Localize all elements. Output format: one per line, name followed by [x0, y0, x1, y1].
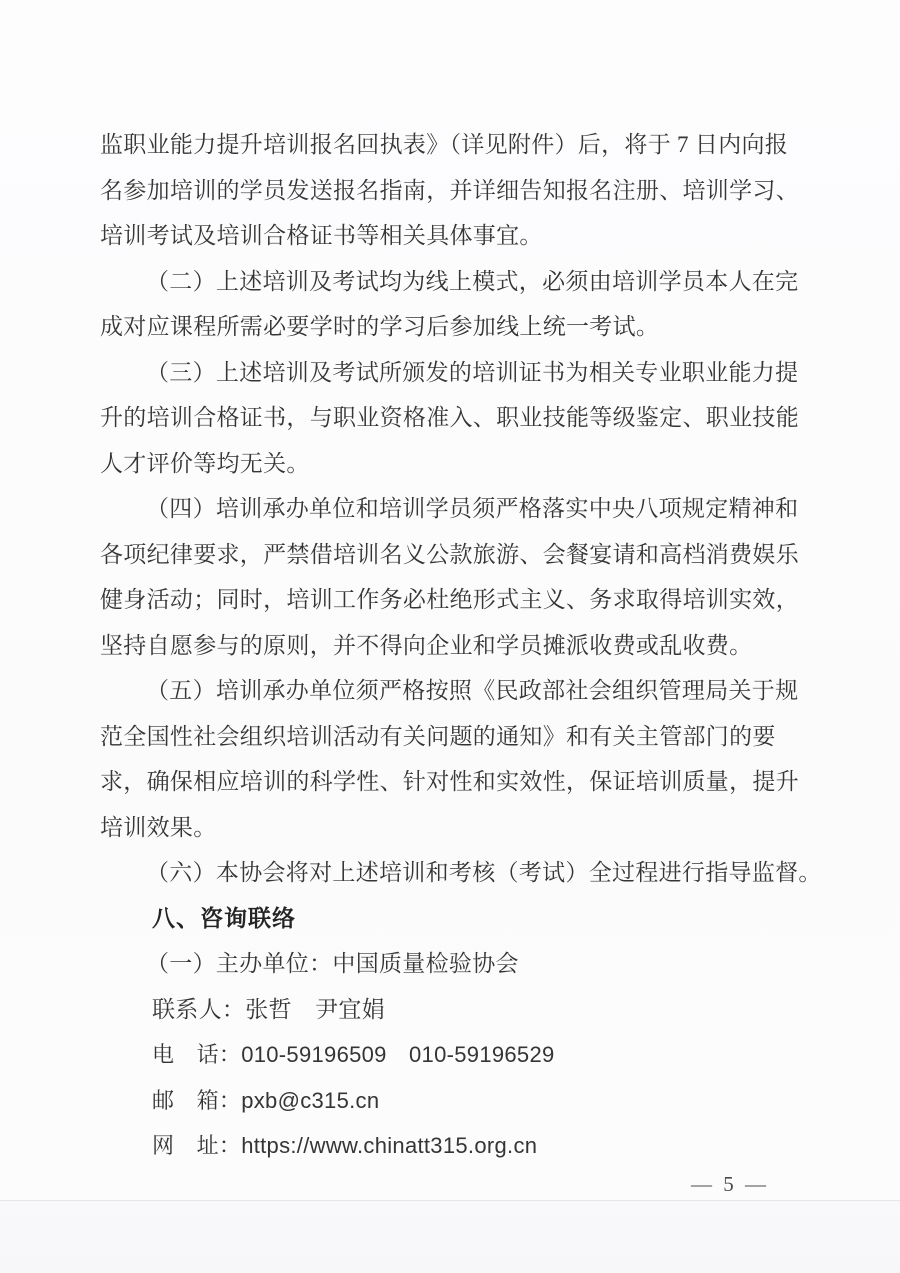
body-line: 监职业能力提升培训报名回执表》（详见附件）后，将于 7 日内向报 [100, 132, 789, 157]
body-line-item-2: （二）上述培训及考试均为线上模式，必须由培训学员本人在完 [146, 268, 799, 294]
body-line: 坚持自愿参与的原则，并不得向企业和学员摊派收费或乱收费。 [100, 632, 753, 658]
page-number: — 5 — [691, 1172, 769, 1196]
body-line: 各项纪律要求，严禁借培训名义公款旅游、会餐宴请和高档消费娱乐 [100, 541, 799, 567]
body-line: 成对应课程所需必要学时的学习后参加线上统一考试。 [100, 314, 660, 339]
body-line-item-6: （六）本协会将对上述培训和考核（考试）全过程进行指导监督。 [146, 860, 822, 885]
body-line: 升的培训合格证书，与职业资格准入、职业技能等级鉴定、职业技能 [100, 405, 799, 430]
document-text-block [100, 122, 820, 1169]
body-line: 培训考试及培训合格证书等相关具体事宜。 [100, 223, 543, 248]
body-line: 求，确保相应培训的科学性、针对性和实效性，保证培训质量，提升 [100, 769, 799, 794]
body-line: 范全国性社会组织培训活动有关问题的通知》和有关主管部门的要 [100, 723, 776, 749]
body-line-item-5: （五）培训承办单位须严格按照《民政部社会组织管理局关于规 [146, 678, 799, 703]
body-line: 人才评价等均无关。 [100, 450, 310, 476]
body-line: 名参加培训的学员发送报名指南，并详细告知报名注册、培训学习、 [100, 177, 799, 203]
organizer-line: （一）主办单位：中国质量检验协会 [146, 951, 519, 976]
body-line-item-4: （四）培训承办单位和培训学员须严格落实中央八项规定精神和 [146, 496, 799, 521]
body-line-item-3: （三）上述培训及考试所颁发的培训证书为相关专业职业能力提 [146, 359, 799, 385]
page-edge-shadow [0, 1201, 900, 1273]
website-line: 网 址：https://www.chinatt315.org.cn [152, 1133, 538, 1158]
section-heading: 八、咨询联络 [152, 904, 296, 931]
email-line: 邮 箱：pxb@c315.cn [152, 1087, 380, 1113]
body-line: 培训效果。 [100, 814, 217, 840]
contact-person-line: 联系人：张哲 尹宜娟 [152, 996, 385, 1022]
body-line: 健身活动；同时，培训工作务必杜绝形式主义、务求取得培训实效， [100, 587, 799, 612]
phone-line: 电 话：010-59196509 010-59196529 [152, 1042, 555, 1067]
